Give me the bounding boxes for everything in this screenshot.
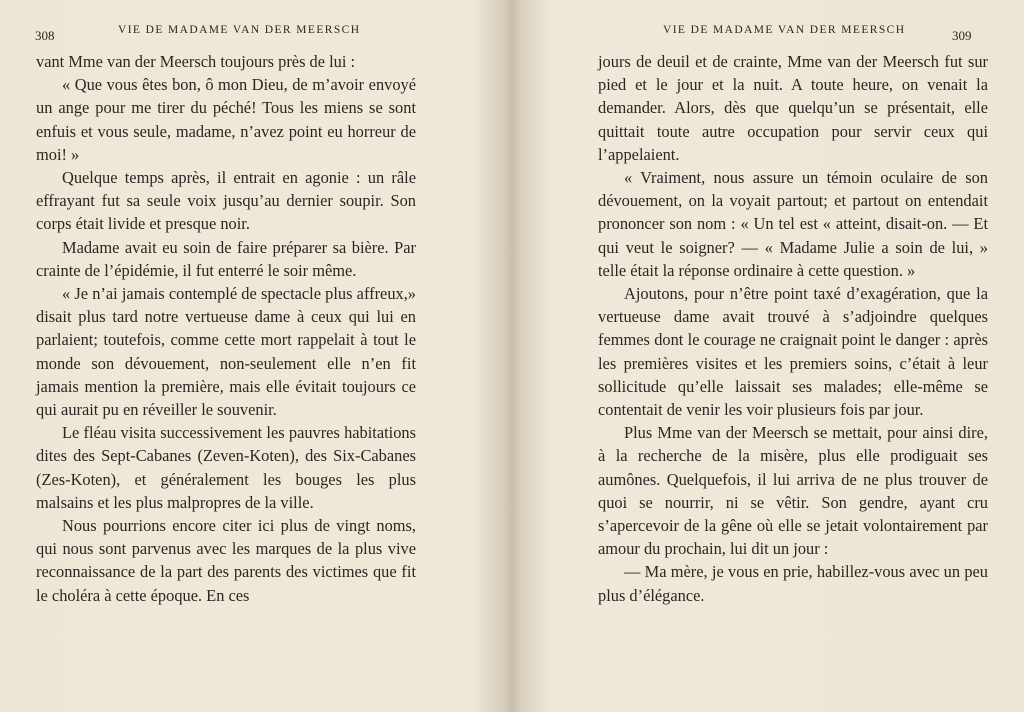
page-number-right: 309 xyxy=(952,28,972,43)
running-head-left: VIE DE MADAME VAN DER MEERSCH xyxy=(118,24,361,36)
right-para-5: — Ma mère, je vous en prie, habillez-vous avec un peu plus d’élégance. xyxy=(598,562,988,605)
right-page-text xyxy=(598,50,988,607)
left-para-1: vant Mme van der Meersch toujours près de lui : xyxy=(36,52,356,71)
left-para-7: Nous pourrions encore citer ici plus de vingt noms, qui nous sont parvenus avec les marques de la plus vive reconnaissance de la part des parents des victimes que fit le choléra à cette époque. En ces xyxy=(36,516,416,605)
left-para-4: Madame avait eu soin de faire préparer sa bière. Par crainte de l’épidémie, il fut enterré le soir même. xyxy=(36,237,416,280)
right-para-4: Plus Mme van der Meersch se mettait, pour ainsi dire, à la recherche de la misère, plus elle prodiguait ses aumônes. Quelquefois, il lui arriva de ne plus trouver de quoi se nourrir, ni se vêtir. Son gendre, ayant cru s’apercevoir de la gêne où elle se jetait volontairement par amour du prochain, lui dit un jour : xyxy=(598,423,988,559)
left-para-6: Le fléau visita successivement les pauvres habitations dites des Sept-Cabanes (Zeven-Koten), des Six-Cabanes (Zes-Koten), et généralement les bouges les plus malsains et les plus malpropres de la ville. xyxy=(36,423,416,512)
running-head-right: VIE DE MADAME VAN DER MEERSCH xyxy=(663,24,906,36)
right-para-1: jours de deuil et de crainte, Mme van der Meersch fut sur pied et le jour et la nuit. A toute heure, on venait la demander. Alors, dès que quelqu’un se présentait, elle quittait toute autre occupation pour servir ceux qui l’appelaient. xyxy=(598,52,988,164)
right-para-3: Ajoutons, pour n’être point taxé d’exagération, que la vertueuse dame avait trouvé à s’adjoindre quelques femmes dont le courage ne craignait point le danger : après les premières visites et les premiers soins, c’était à leur sollicitude qu’elle laissait ses malades; elle-même se contentait de venir les voir plusieurs fois par jour. xyxy=(598,284,988,420)
page-number-left: 308 xyxy=(35,28,55,43)
right-page xyxy=(512,0,1024,712)
left-page-text xyxy=(36,50,416,607)
left-para-5: « Je n’ai jamais contemplé de spectacle plus affreux,» disait plus tard notre vertueuse dame à ceux qui lui en parlaient; toutefois, comme cette mort rappelait à tout le monde son dévouement, non-seulement elle n’en fit jamais mention la première, mais elle évitait toujours ce qui aurait pu en réveiller le souvenir. xyxy=(36,284,416,420)
left-page xyxy=(0,0,500,712)
left-para-3: Quelque temps après, il entrait en agonie : un râle effrayant fut sa seule voix jusqu’au dernier soupir. Son corps était livide et presque noir. xyxy=(36,168,416,234)
right-para-2: « Vraiment, nous assure un témoin oculaire de son dévouement, on la voyait partout; et partout on entendait prononcer son nom : « Un tel est « atteint, disait-on. — Et qui veut le soigner? — « Madame Julie a soin de lui, » telle était la réponse ordinaire à cette question. » xyxy=(598,168,988,280)
left-para-2: « Que vous êtes bon, ô mon Dieu, de m’avoir envoyé un ange pour me tirer du péché! Tous les miens se sont enfuis et vous seule, madame, n’avez point eu horreur de moi! » xyxy=(36,75,416,164)
